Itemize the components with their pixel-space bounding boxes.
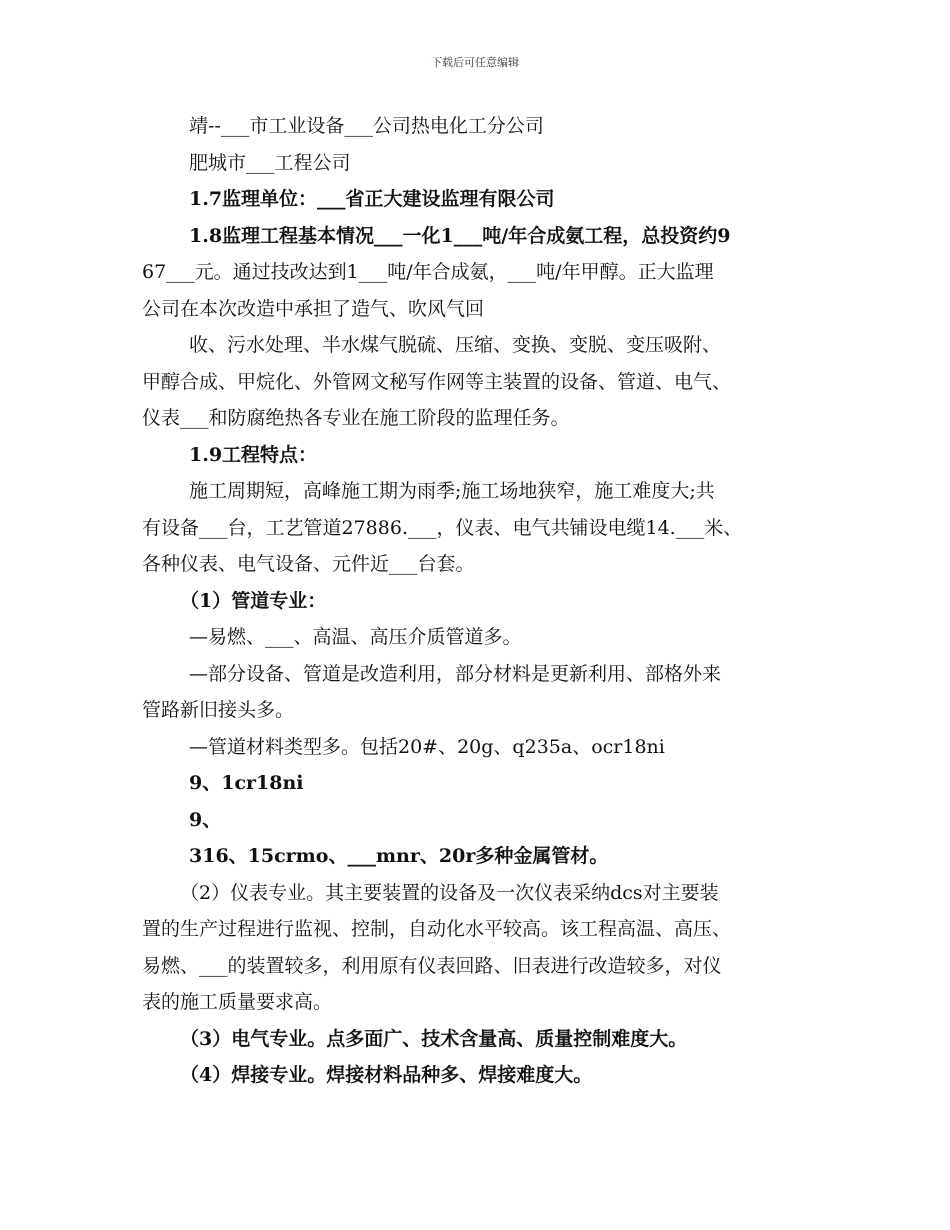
list-item: —管道材料类型多。包括20#、20g、q235a、ocr18ni (189, 735, 665, 758)
paragraph-line: 置的生产过程进行监视、控制，自动化水平较高。该工程高温、高压、 (142, 918, 732, 940)
subheading-pipeline: （1）管道专业： (180, 589, 327, 612)
paragraph-line: 管路新旧接头多。 (142, 699, 295, 721)
paragraph-line: 仪表___和防腐绝热各专业在施工阶段的监理任务。 (142, 407, 570, 429)
paragraph-line: 收、污水处理、半水煤气脱硫、压缩、变换、变脱、变压吸附、 (189, 334, 722, 356)
paragraph-line: 甲醇合成、甲烷化、外管网文秘写作网等主装置的设备、管道、电气、 (142, 370, 732, 393)
list-item: —部分设备、管道是改造利用，部分材料是更新利用、部格外来 (189, 662, 722, 685)
section-heading-1-9: 1.9工程特点： (189, 443, 318, 466)
paragraph-line: 易燃、___的装置较多，利用原有仪表回路、旧表进行改造较多，对仪 (142, 954, 722, 977)
paragraph-line: 各种仪表、电气设备、元件近___台套。 (142, 553, 475, 575)
paragraph-line: 靖--___市工业设备___公司热电化工分公司 (189, 115, 544, 137)
subheading-instrument: （2）仪表专业。其主要装置的设备及一次仪表采纳dcs对主要装 (180, 881, 719, 904)
paragraph-line: 316、15crmo、___mnr、20r多种金属管材。 (189, 845, 609, 867)
paragraph-line: 9、1cr18ni (189, 772, 304, 794)
paragraph-line: 肥城市___工程公司 (189, 151, 351, 174)
subheading-electrical: （3）电气专业。点多面广、技术含量高、质量控制难度大。 (180, 1027, 688, 1050)
section-heading-1-7: 1.7监理单位：___省正大建设监理有限公司 (189, 188, 555, 210)
paragraph-line: 表的施工质量要求高。 (142, 991, 333, 1013)
document-body (142, 108, 832, 1094)
paragraph-line: 施工周期短，高峰施工期为雨季;施工场地狭窄，施工难度大;共 (189, 480, 715, 502)
paragraph-line: 67___元。通过技改达到1___吨/年合成氨，___吨/年甲醇。正大监理 (142, 261, 714, 283)
paragraph-line: 有设备___台，工艺管道27886.___，仪表、电气共铺设电缆14.___米、 (142, 516, 743, 539)
paragraph-line: 9、 (189, 808, 222, 831)
paragraph-line: 公司在本次改造中承担了造气、吹风气回 (142, 297, 485, 320)
subheading-welding: （4）焊接专业。焊接材料品种多、焊接难度大。 (180, 1064, 593, 1086)
section-heading-1-8: 1.8监理工程基本情况___一化1___吨/年合成氨工程，总投资约9 (189, 224, 731, 247)
page-header: 下载后可任意编辑 (431, 56, 519, 69)
list-item: —易燃、___、高温、高压介质管道多。 (189, 626, 522, 648)
